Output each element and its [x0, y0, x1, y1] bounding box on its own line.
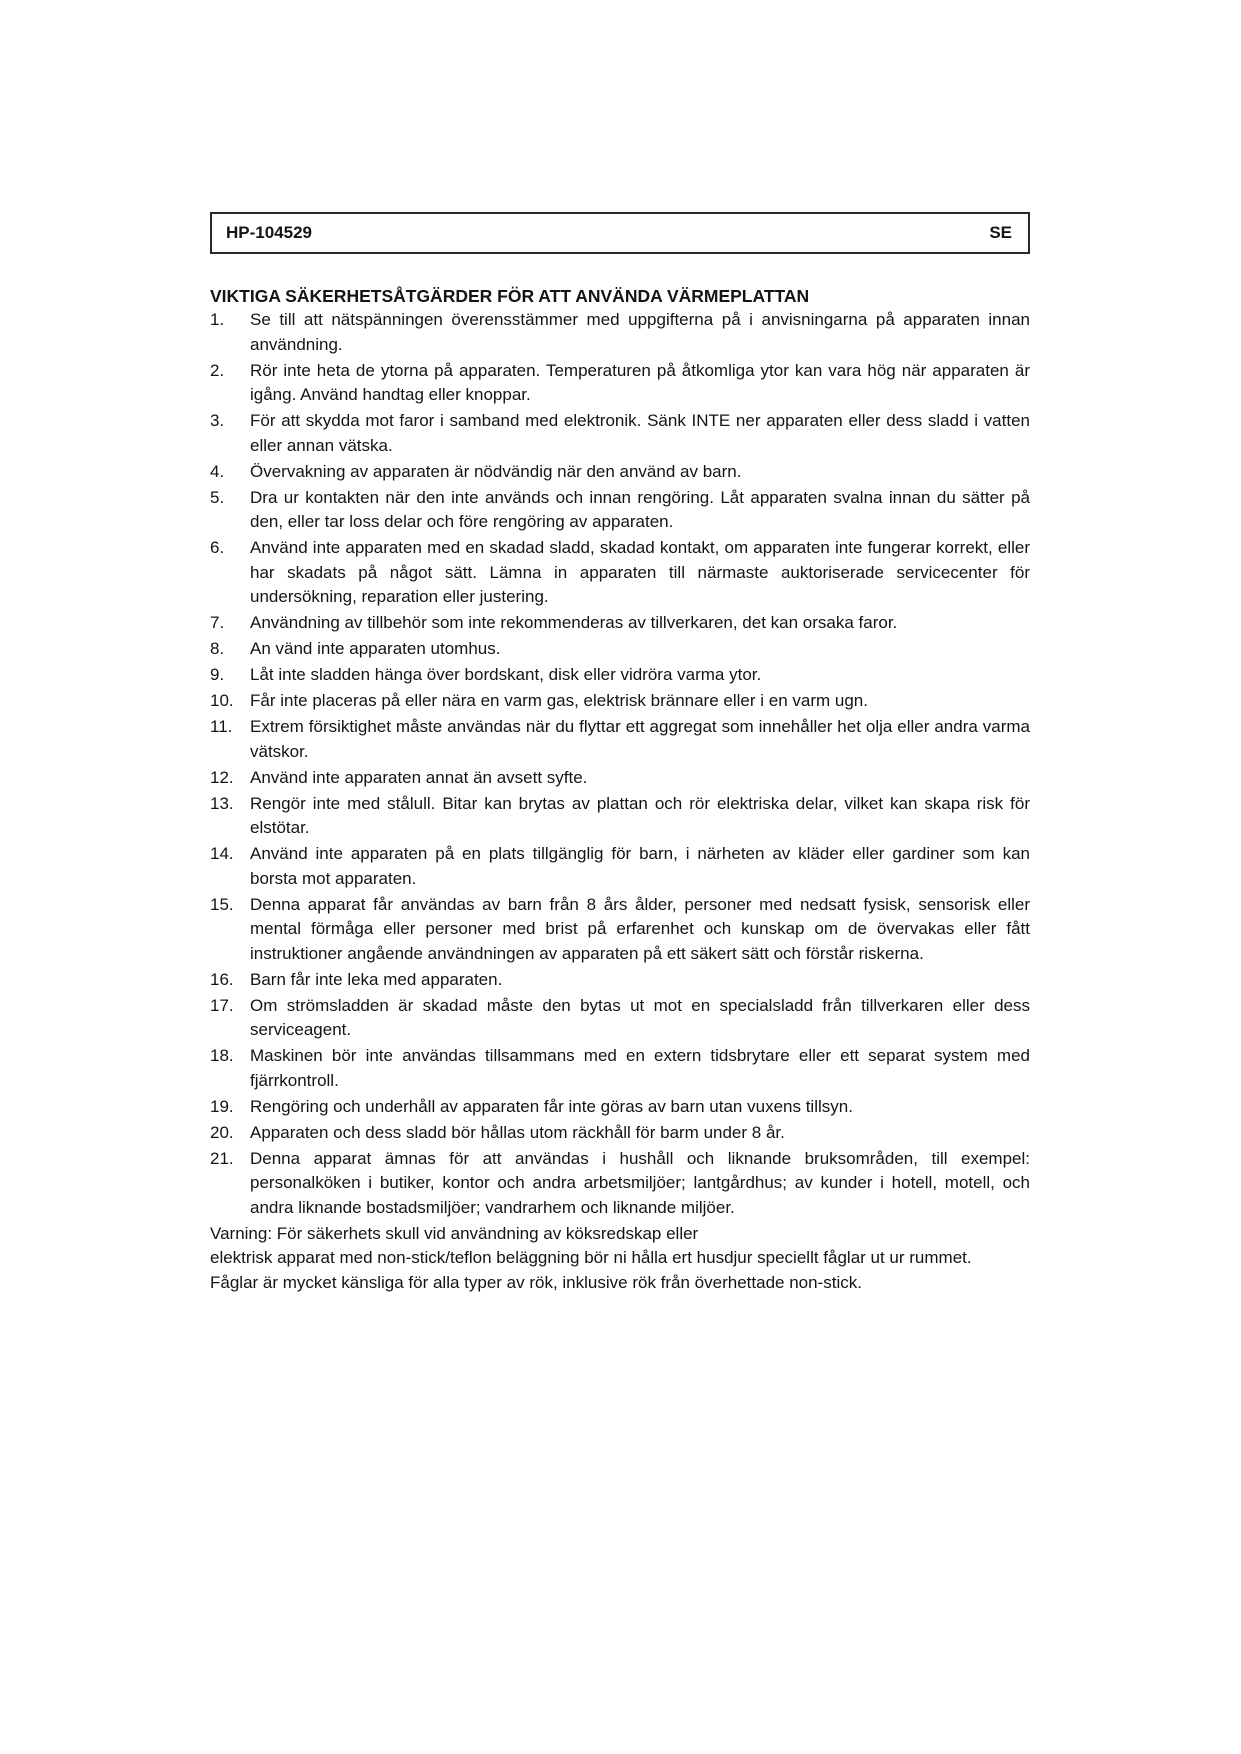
item-text: Maskinen bör inte användas tillsammans med en extern tidsbrytare eller ett separat system med fjärrkontroll.: [250, 1046, 1030, 1090]
item-number: 11.: [210, 717, 233, 736]
item-text: Använd inte apparaten med en skadad sladd, skadad kontakt, om apparaten inte fungerar korrekt, eller har skadats på något sätt. Lämna in apparaten till närmaste auktoriserade servicecenter för undersökning, reparation eller justering.: [250, 538, 1030, 606]
item-number: 19.: [210, 1096, 234, 1116]
item-text: Använd inte apparaten på en plats tillgänglig för barn, i närheten av kläder eller gardiner som kan borsta mot apparaten.: [250, 844, 1030, 888]
item-number: 14.: [210, 844, 234, 863]
model-number: HP-104529: [226, 223, 313, 242]
warning-line-3: Fåglar är mycket känsliga för alla typer av rök, inklusive rök från överhettade non-stick.: [210, 1272, 862, 1292]
list-item: [210, 1121, 1030, 1146]
item-number: 8.: [210, 639, 225, 658]
item-number: 21.: [210, 1148, 234, 1168]
language-code: SE: [989, 223, 1012, 242]
item-text: Se till att nätspänningen överensstämmer med uppgifterna på i anvisningarna på apparaten innan användning.: [250, 310, 1030, 354]
list-item: [210, 893, 1030, 967]
list-item: [210, 1095, 1030, 1120]
item-text: Rör inte heta de ytorna på apparaten. Temperaturen på åtkomliga ytor kan vara hög när apparaten är igång. Använd handtag eller knoppar.: [250, 360, 1030, 404]
item-text: Rengör inte med stålull. Bitar kan brytas av plattan och rör elektriska delar, vilket kan skapa risk för elstötar.: [250, 793, 1030, 837]
item-number: 16.: [210, 969, 234, 989]
list-item: [210, 637, 1030, 662]
list-item: [210, 460, 1030, 485]
item-number: 7.: [210, 613, 225, 632]
item-text: Barn får inte leka med apparaten.: [250, 969, 503, 989]
item-number: 6.: [210, 538, 225, 557]
item-text: Rengöring och underhåll av apparaten får inte göras av barn utan vuxens tillsyn.: [250, 1096, 853, 1116]
list-item: [210, 409, 1030, 458]
list-item: [210, 663, 1030, 688]
item-text: Extrem försiktighet måste användas när du flyttar ett aggregat som innehåller het olja eller andra varma vätskor.: [250, 717, 1030, 761]
item-text: Om strömsladden är skadad måste den bytas ut mot en specialsladd från tillverkaren eller dess serviceagent.: [250, 995, 1030, 1039]
item-number: 12.: [210, 767, 234, 787]
item-number: 5.: [210, 487, 225, 507]
item-number: 17.: [210, 995, 234, 1015]
list-item: [210, 486, 1030, 535]
list-item: [210, 792, 1030, 841]
item-number: 4.: [210, 461, 225, 481]
item-number: 18.: [210, 1046, 234, 1065]
item-text: För att skydda mot faror i samband med elektronik. Sänk INTE ner apparaten eller dess sladd i vatten eller annan vätska.: [250, 411, 1030, 455]
warning-block: [210, 1222, 1030, 1296]
list-item: [210, 536, 1030, 610]
item-number: 1.: [210, 310, 225, 329]
item-text: Får inte placeras på eller nära en varm gas, elektrisk brännare eller i en varm ugn.: [250, 691, 868, 710]
item-text: An vänd inte apparaten utomhus.: [250, 639, 501, 658]
item-number: 13.: [210, 793, 234, 813]
item-number: 10.: [210, 691, 234, 710]
list-item: [210, 689, 1030, 714]
item-text: Övervakning av apparaten är nödvändig när den använd av barn.: [250, 461, 742, 481]
list-item: [210, 308, 1030, 357]
list-item: [210, 611, 1030, 636]
list-item: [210, 842, 1030, 891]
item-number: 15.: [210, 894, 234, 914]
list-item: [210, 1147, 1030, 1221]
item-text: Dra ur kontakten när den inte används och innan rengöring. Låt apparaten svalna innan du sätter på den, eller tar loss delar och före rengöring av apparaten.: [250, 487, 1030, 531]
list-item: [210, 994, 1030, 1043]
item-text: Apparaten och dess sladd bör hållas utom räckhåll för barm under 8 år.: [250, 1122, 785, 1142]
page-title: VIKTIGA SÄKERHETSÅTGÄRDER FÖR ATT ANVÄNDA VÄRMEPLATTAN: [210, 286, 810, 306]
document-header: [210, 212, 1030, 254]
item-text: Använd inte apparaten annat än avsett syfte.: [250, 767, 588, 787]
safety-list: [210, 308, 1030, 1220]
list-item: [210, 715, 1030, 764]
item-number: 20.: [210, 1122, 234, 1142]
item-number: 9.: [210, 665, 225, 684]
item-text: Användning av tillbehör som inte rekommenderas av tillverkaren, det kan orsaka faror.: [250, 613, 898, 632]
item-text: Låt inte sladden hänga över bordskant, disk eller vidröra varma ytor.: [250, 665, 762, 684]
document-page: [210, 212, 1030, 1295]
list-item: [210, 1044, 1030, 1093]
warning-line-1: Varning: För säkerhets skull vid användning av köksredskap eller: [210, 1223, 699, 1243]
list-item: [210, 359, 1030, 408]
list-item: [210, 968, 1030, 993]
item-text: Denna apparat får användas av barn från 8 års ålder, personer med nedsatt fysisk, sensorisk eller mental förmåga eller personer med brist på erfarenhet och kunskap om de övervakas eller fått instruktioner angående användningen av apparaten på ett säkert sätt och förstår riskerna.: [250, 894, 1030, 963]
warning-line-2: elektrisk apparat med non-stick/teflon beläggning bör ni hålla ert husdjur speciellt fåglar ut ur rummet.: [210, 1248, 972, 1267]
list-item: [210, 766, 1030, 791]
item-number: 2.: [210, 360, 225, 380]
item-number: 3.: [210, 411, 225, 430]
item-text: Denna apparat ämnas för att användas i hushåll och liknande bruksområden, till exempel: personalköken i butiker, kontor och andra arbetsmiljöer; lantgårdhus; av kunder i hotell, motell, och andra liknande bostadsmiljöer; vandrarhem och liknande miljöer.: [250, 1148, 1030, 1217]
